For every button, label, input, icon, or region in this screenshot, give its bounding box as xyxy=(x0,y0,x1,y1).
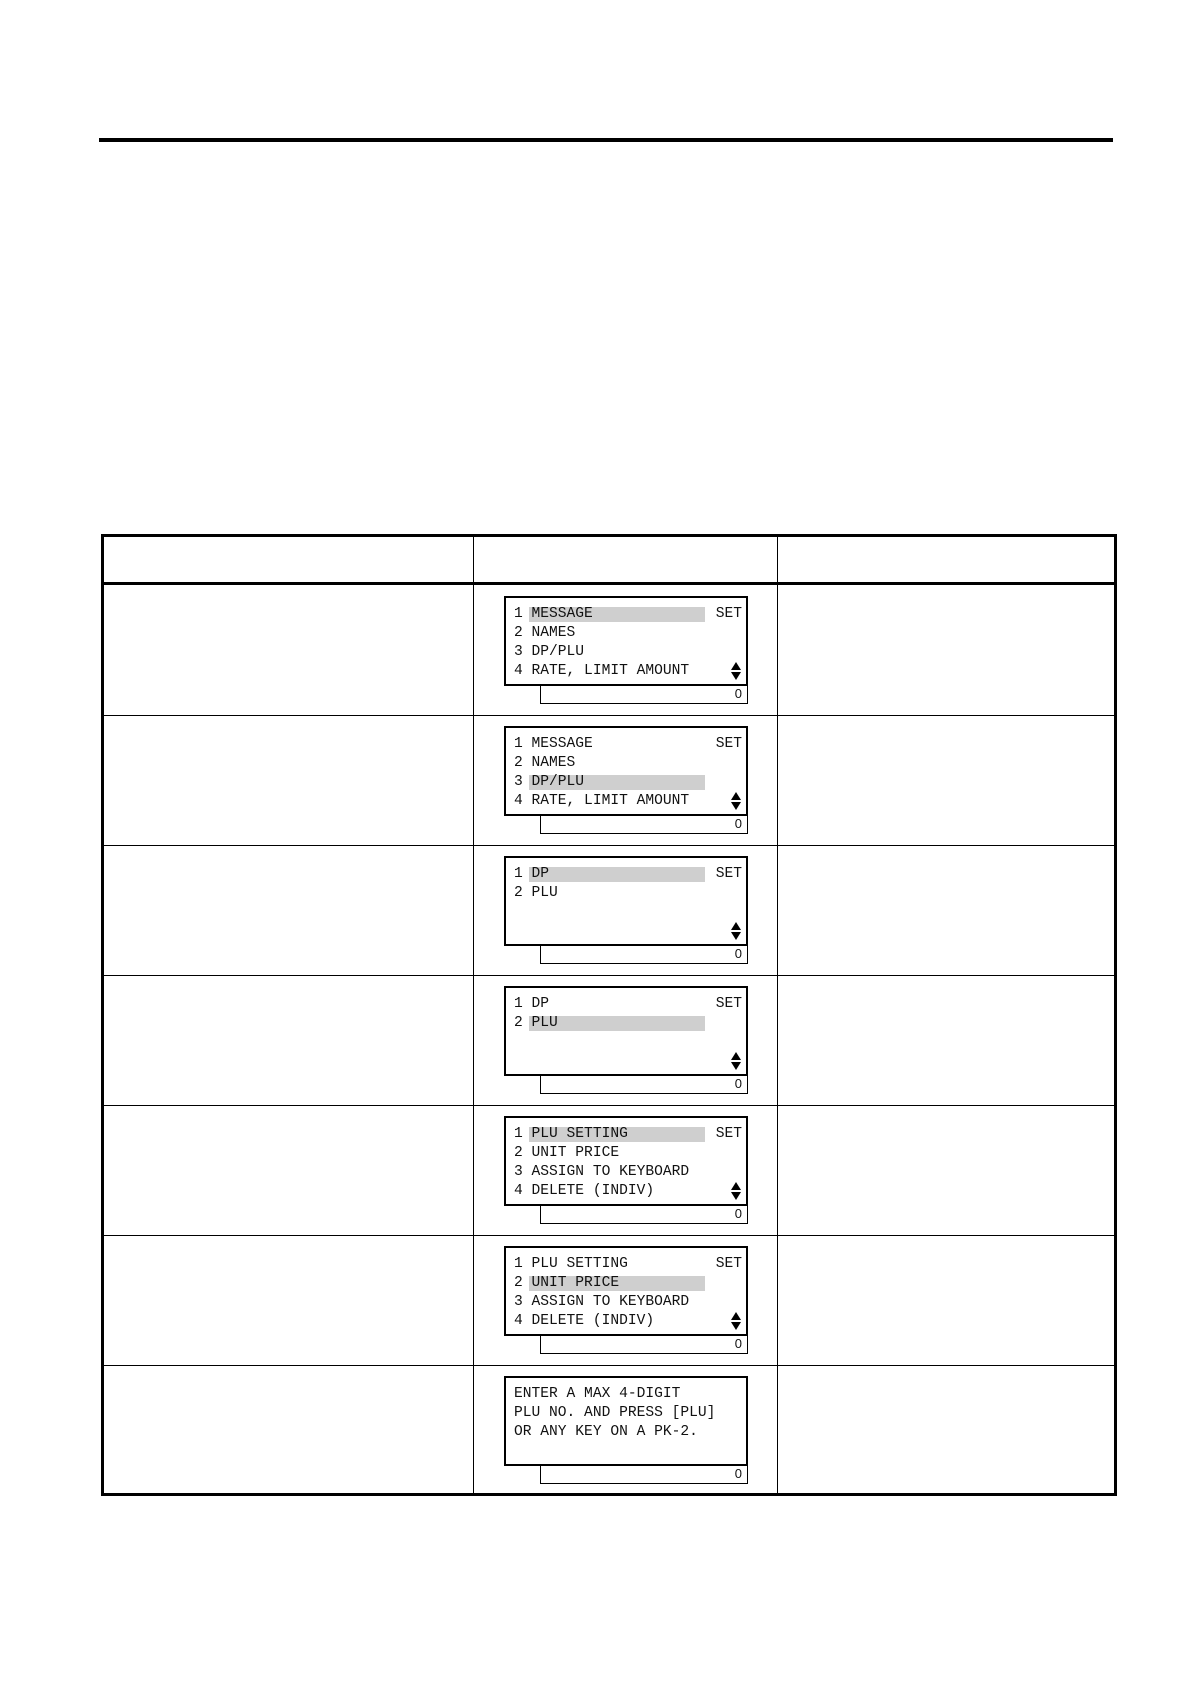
counter-value: 0 xyxy=(734,1336,742,1351)
up-down-arrows-icon xyxy=(730,1182,742,1200)
set-label: SET xyxy=(715,736,742,752)
lcd-line: 1 PLU SETTING xyxy=(514,1256,628,1272)
lcd-line: 1 DP xyxy=(514,996,550,1012)
row-separator xyxy=(104,1105,1114,1106)
lcd-counter xyxy=(540,814,748,834)
lcd-screen xyxy=(504,1116,748,1206)
lcd-counter xyxy=(540,1464,748,1484)
lcd-display xyxy=(504,1376,748,1486)
procedure-table xyxy=(101,534,1117,1496)
row-separator xyxy=(104,845,1114,846)
lcd-line: 1 PLU SETTING xyxy=(514,1126,628,1142)
lcd-screen xyxy=(504,856,748,946)
row-separator xyxy=(104,715,1114,716)
lcd-screen xyxy=(504,986,748,1076)
set-label: SET xyxy=(715,1256,742,1272)
lcd-line: 2 PLU xyxy=(514,1015,558,1031)
lcd-screen xyxy=(504,1246,748,1336)
table-header-row xyxy=(104,537,1114,585)
counter-value: 0 xyxy=(734,946,742,961)
counter-value: 0 xyxy=(734,686,742,701)
lcd-line: 2 PLU xyxy=(514,885,558,901)
lcd-line: 3 ASSIGN TO KEYBOARD xyxy=(514,1164,690,1180)
lcd-display xyxy=(504,726,748,836)
lcd-screen xyxy=(504,596,748,686)
set-label: SET xyxy=(715,996,742,1012)
lcd-line: 3 DP/PLU xyxy=(514,774,585,790)
lcd-highlight xyxy=(529,867,705,882)
lcd-screen xyxy=(504,1376,748,1466)
row-separator xyxy=(104,1235,1114,1236)
counter-value: 0 xyxy=(734,1206,742,1221)
up-down-arrows-icon xyxy=(730,1312,742,1330)
lcd-line: 2 UNIT PRICE xyxy=(514,1145,620,1161)
lcd-line: ENTER A MAX 4-DIGIT xyxy=(514,1386,681,1402)
lcd-display xyxy=(504,856,748,966)
lcd-counter xyxy=(540,684,748,704)
lcd-line: 4 RATE, LIMIT AMOUNT xyxy=(514,793,690,809)
lcd-display xyxy=(504,596,748,706)
counter-value: 0 xyxy=(734,816,742,831)
lcd-line: OR ANY KEY ON A PK-2. xyxy=(514,1424,698,1440)
lcd-line: 1 MESSAGE xyxy=(514,736,593,752)
lcd-counter xyxy=(540,944,748,964)
set-label: SET xyxy=(715,866,742,882)
column-divider-display xyxy=(777,537,778,1493)
lcd-counter xyxy=(540,1334,748,1354)
up-down-arrows-icon xyxy=(730,922,742,940)
set-label: SET xyxy=(715,606,742,622)
lcd-line: 2 NAMES xyxy=(514,625,576,641)
counter-value: 0 xyxy=(734,1466,742,1481)
lcd-line: 3 ASSIGN TO KEYBOARD xyxy=(514,1294,690,1310)
lcd-display xyxy=(504,1246,748,1356)
lcd-line: 4 RATE, LIMIT AMOUNT xyxy=(514,663,690,679)
lcd-counter xyxy=(540,1074,748,1094)
lcd-line: 2 NAMES xyxy=(514,755,576,771)
counter-value: 0 xyxy=(734,1076,742,1091)
row-separator xyxy=(104,1365,1114,1366)
lcd-counter xyxy=(540,1204,748,1224)
up-down-arrows-icon xyxy=(730,1052,742,1070)
lcd-line: 1 MESSAGE xyxy=(514,606,593,622)
lcd-display xyxy=(504,1116,748,1226)
lcd-line: 1 DP xyxy=(514,866,550,882)
top-rule xyxy=(99,138,1113,142)
column-divider-operation xyxy=(473,537,474,1493)
row-separator xyxy=(104,975,1114,976)
lcd-line: 3 DP/PLU xyxy=(514,644,585,660)
lcd-line: 4 DELETE (INDIV) xyxy=(514,1183,655,1199)
up-down-arrows-icon xyxy=(730,792,742,810)
lcd-line: 4 DELETE (INDIV) xyxy=(514,1313,655,1329)
set-label: SET xyxy=(715,1126,742,1142)
lcd-display xyxy=(504,986,748,1096)
lcd-line: PLU NO. AND PRESS [PLU] xyxy=(514,1405,716,1421)
lcd-line: 2 UNIT PRICE xyxy=(514,1275,620,1291)
up-down-arrows-icon xyxy=(730,662,742,680)
lcd-screen xyxy=(504,726,748,816)
